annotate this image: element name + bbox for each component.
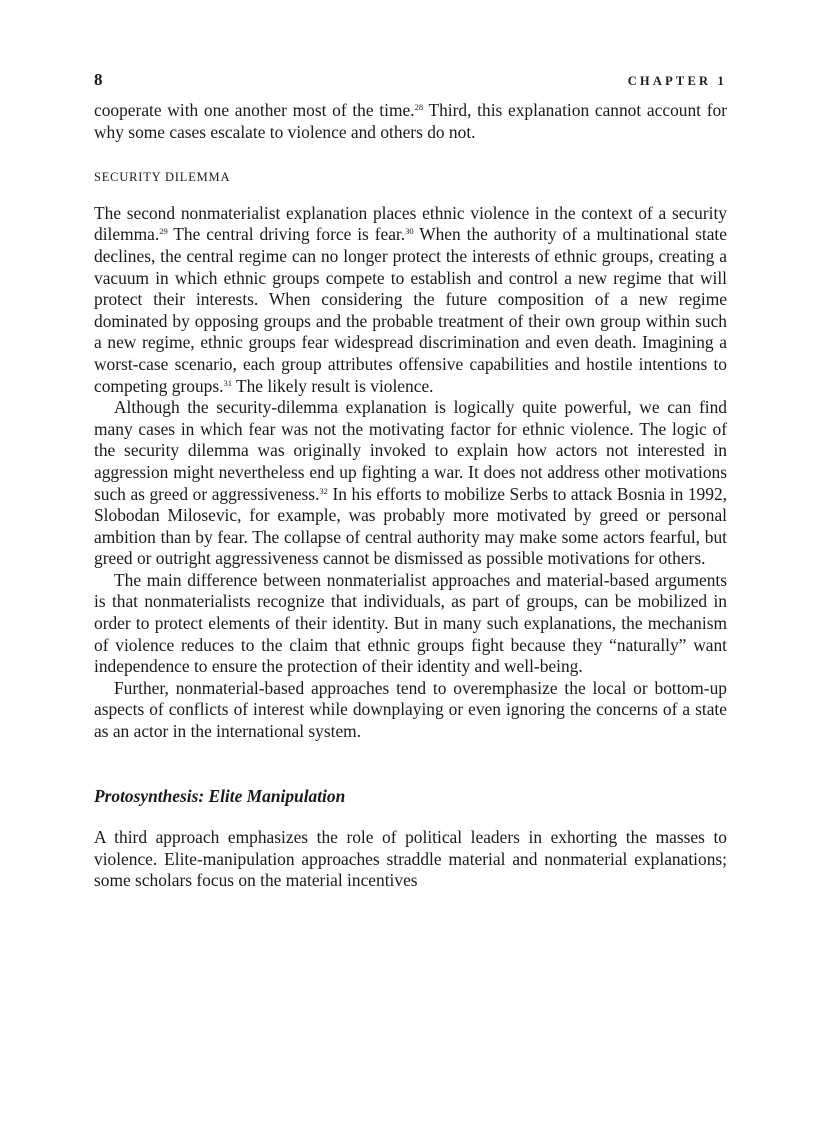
footnote-ref: 32 [319,485,328,496]
footnote-ref: 31 [223,377,232,388]
body-text [94,100,727,892]
footnote-ref: 29 [159,226,168,237]
footnote-ref: 28 [414,102,424,112]
paragraph: cooperate with one another most of the time.$^{28}$ Third, this explanation cannot account for why some cases escalate to violence and others do not. [94,100,727,142]
paragraph: The second nonmaterialist explanation places ethnic violence in the context of a security dilemma.$^{29}$ The central driving force is fear.$^{30}$ When the authority of a multinational state declines, the central regime can no longer protect the interests of ethnic groups, creating a vacuum in which ethnic groups compete to establish and control a new regime that will protect their interests. When considering the future composition of a new regime dominated by opposing groups and the probable treatment of their own group within such a new regime, ethnic groups fear widespread discrimination and even death. Imagining a worst-case scenario, each group attributes offensive capabilities and hostile intentions to competing groups.$^{31}$ The likely result is violence. [94,202,727,396]
section-heading: Protosynthesis: Elite Manipulation [94,785,346,806]
running-head: CHAPTER 1 [627,74,727,88]
paragraph: Further, nonmaterial-based approaches tend to overemphasize the local or bottom-up aspects of conflicts of interest while downplaying or even ignoring the concerns of a state as an actor in the international system. [94,677,727,742]
paragraph: The main difference between nonmaterialist approaches and material-based arguments is that nonmaterialists recognize that individuals, as part of groups, can be mobilized in order to protect elements of their identity. But in many such explanations, the mechanism of violence reduces to the claim that ethnic groups fight because they “naturally” want independence to ensure the protection of their identity and well-being. [94,569,727,677]
running-header [94,70,727,90]
page-number: 8 [94,70,103,89]
section-subheading: SECURITY DILEMMA [94,170,231,185]
paragraph: Although the security-dilemma explanation is logically quite powerful, we can find many cases in which fear was not the motivating factor for ethnic violence. The logic of the security dilemma was originally invoked to explain how actors not interested in aggression might nevertheless end up fighting a war. It does not address other motivations such as greed or aggressiveness.$^{32}$ In his efforts to mobilize Serbs to attack Bosnia in 1992, Slobodan Milosevic, for example, was probably more motivated by greed or personal ambition than by fear. The collapse of central authority may make some actors fearful, but greed or outright aggressiveness cannot be dismissed as possible motivations for others. [94,397,727,569]
paragraph: A third approach emphasizes the role of political leaders in exhorting the masses to violence. Elite-manipulation approaches straddle material and nonmaterial explanations; some scholars focus on the material incentives [94,827,727,891]
footnote-ref: 30 [405,226,414,237]
